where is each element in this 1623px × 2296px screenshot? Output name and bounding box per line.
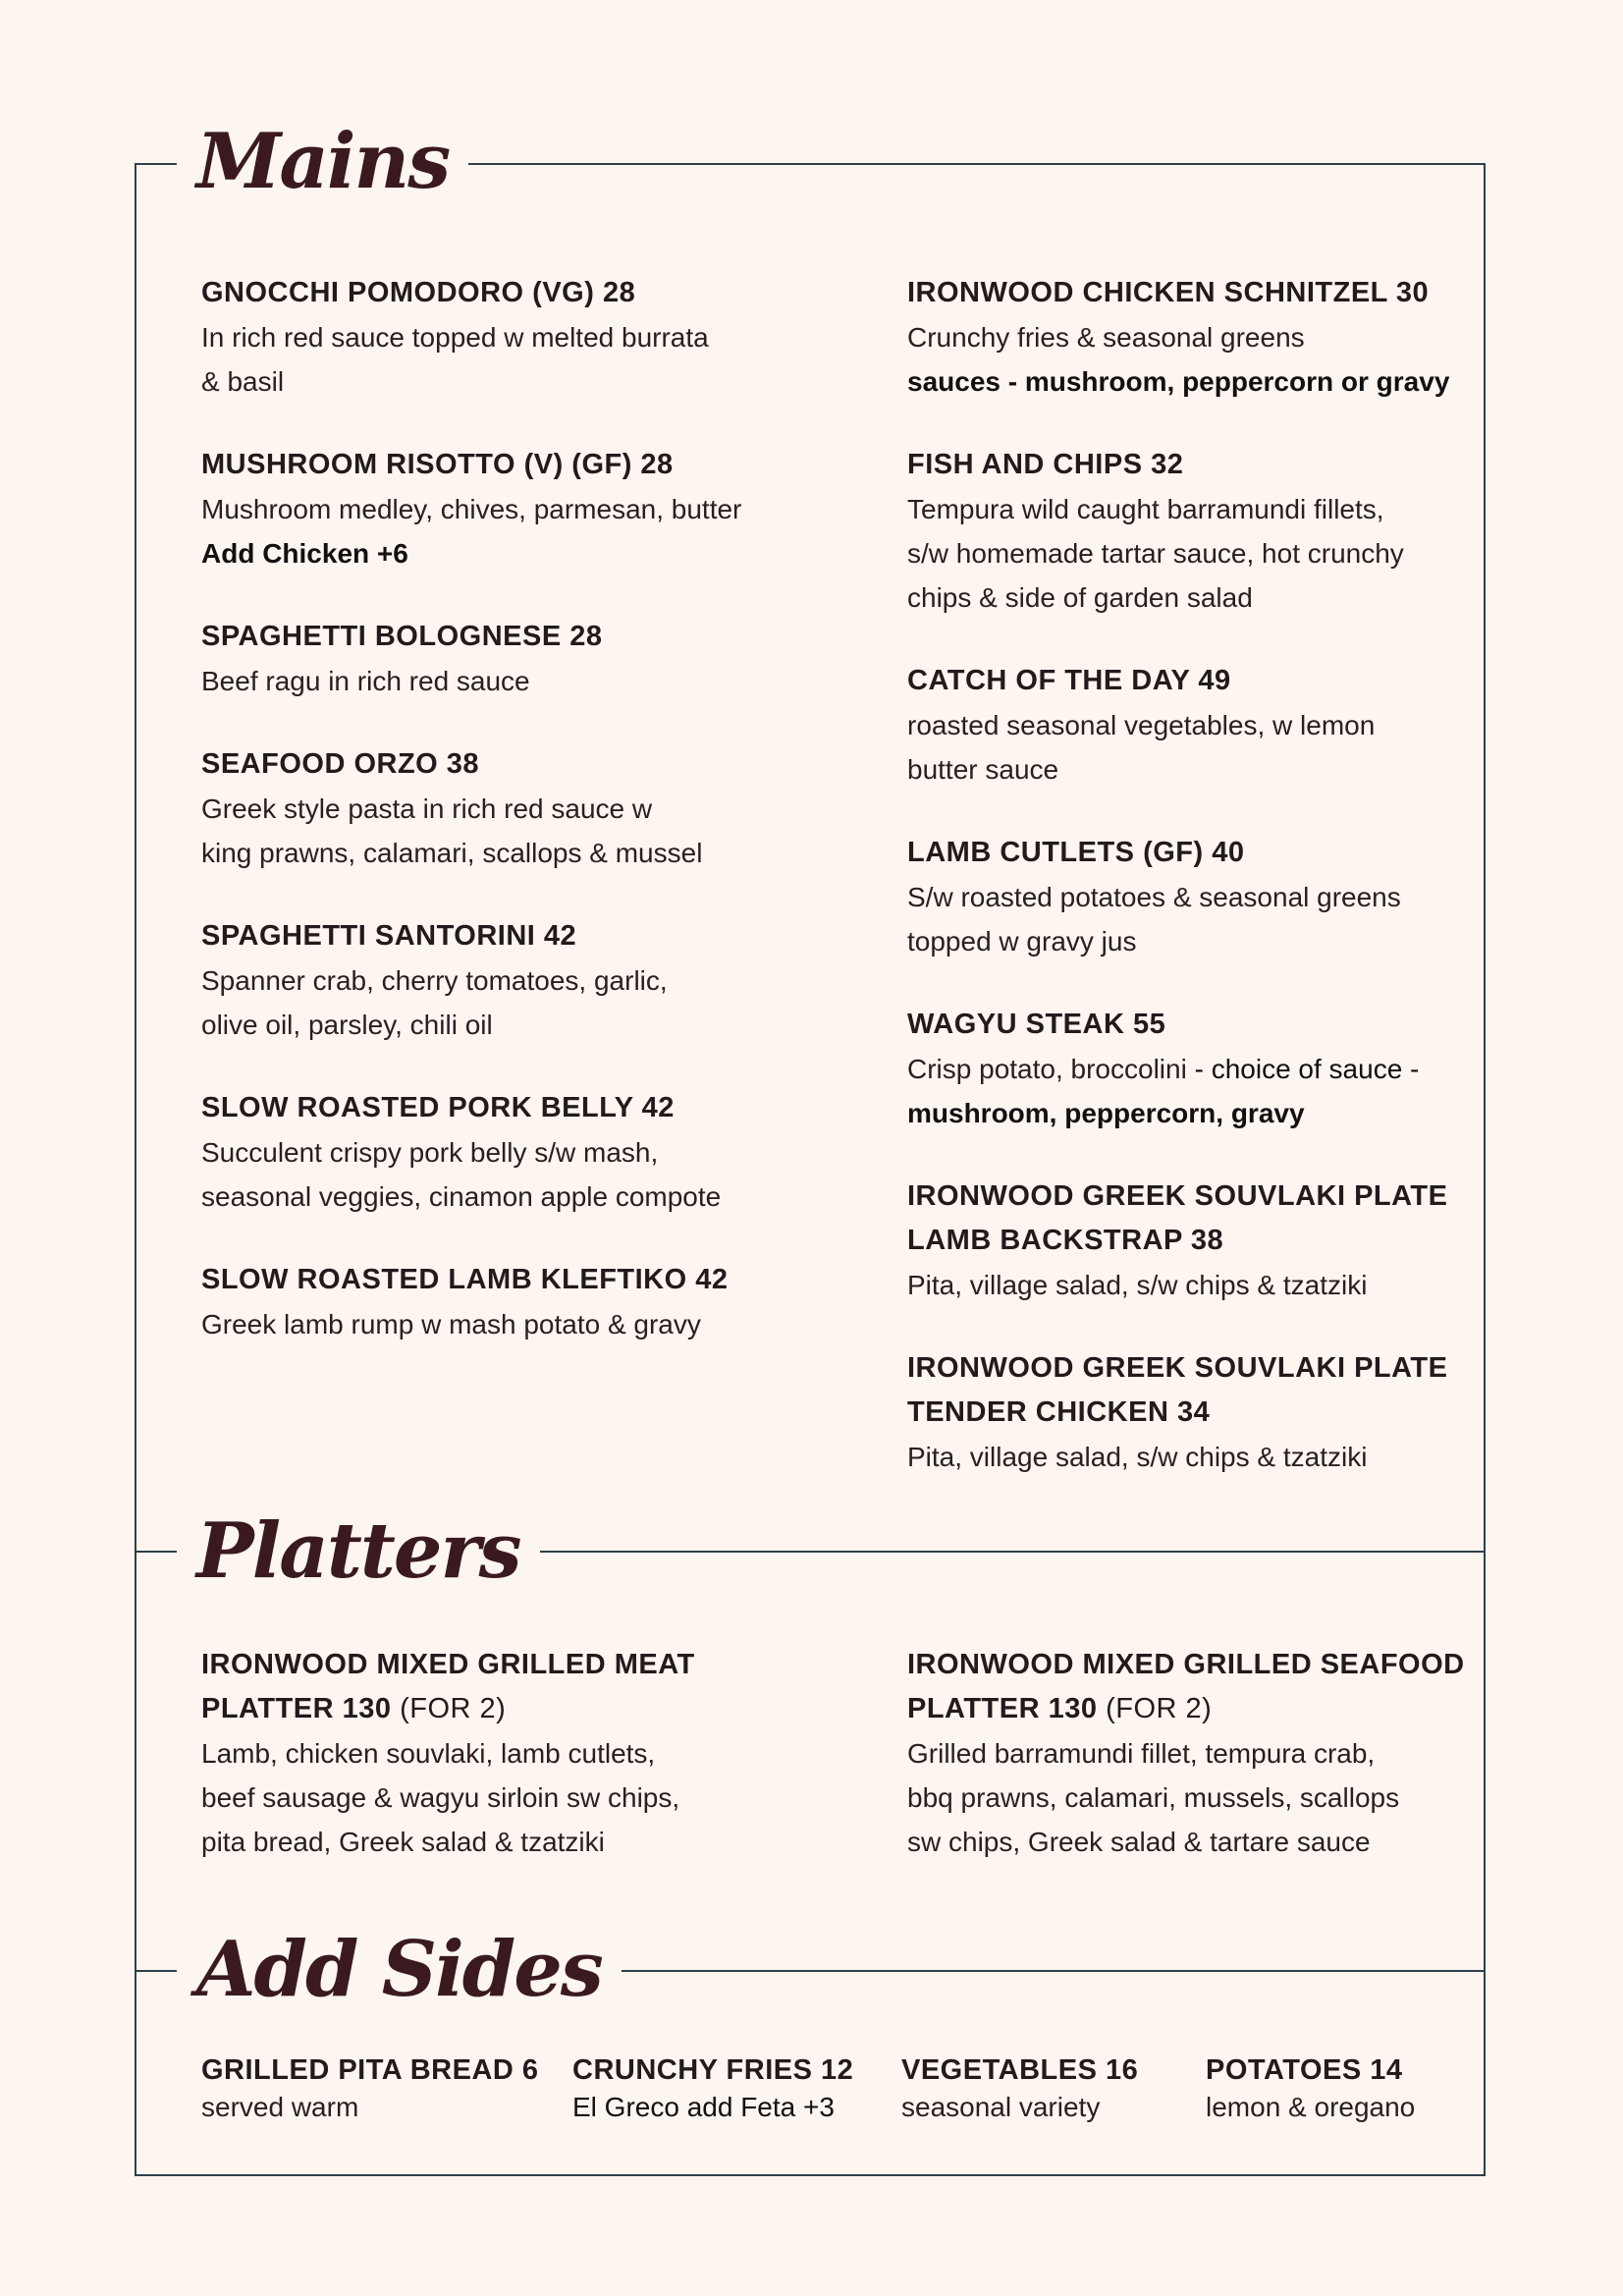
item-title-line2: LAMB BACKSTRAP 38 xyxy=(907,1225,1224,1256)
item-title-line2: PLATTER 130 (FOR 2) xyxy=(907,1693,1213,1724)
item-note: mushroom, peppercorn, gravy xyxy=(907,1098,1305,1128)
item-desc: In rich red sauce topped w melted burrata xyxy=(201,322,709,353)
menu-item-lamb-cutlets xyxy=(907,831,1457,963)
item-desc: beef sausage & wagyu sirloin sw chips, xyxy=(201,1782,680,1813)
item-title: FISH AND CHIPS 32 xyxy=(907,449,1184,480)
menu-item-gnocchi xyxy=(201,271,751,404)
item-desc: Pita, village salad, s/w chips & tzatziki xyxy=(907,1270,1368,1300)
platter-meat xyxy=(201,1643,751,1864)
side-potatoes xyxy=(1206,2051,1415,2126)
side-fries xyxy=(572,2051,853,2126)
menu-item-pork-belly xyxy=(201,1086,751,1219)
item-desc: S/w roasted potatoes & seasonal greens xyxy=(907,882,1401,912)
menu-item-schnitzel xyxy=(907,271,1457,404)
item-desc: & basil xyxy=(201,366,285,397)
item-desc: Beef ragu in rich red sauce xyxy=(201,666,530,696)
item-note: sauces - mushroom, peppercorn or gravy xyxy=(907,366,1450,397)
menu-item-souvlaki-lamb xyxy=(907,1175,1457,1307)
item-desc: Lamb, chicken souvlaki, lamb cutlets, xyxy=(201,1738,656,1769)
item-title: MUSHROOM RISOTTO (V) (GF) 28 xyxy=(201,449,674,480)
item-title: IRONWOOD GREEK SOUVLAKI PLATE xyxy=(907,1180,1448,1212)
side-desc: lemon & oregano xyxy=(1206,2092,1416,2122)
side-title: VEGETABLES 16 xyxy=(901,2054,1139,2086)
item-title: IRONWOOD CHICKEN SCHNITZEL 30 xyxy=(907,277,1430,308)
side-vegetables xyxy=(901,2051,1138,2126)
item-title: SEAFOOD ORZO 38 xyxy=(201,748,480,780)
item-desc: butter sauce xyxy=(907,754,1059,785)
item-desc: Crunchy fries & seasonal greens xyxy=(907,322,1305,353)
item-inline-note: - choice of sauce - xyxy=(1194,1054,1420,1084)
item-title: IRONWOOD MIXED GRILLED MEAT xyxy=(201,1649,695,1680)
side-pita xyxy=(201,2051,539,2126)
item-desc: Tempura wild caught barramundi fillets, xyxy=(907,494,1384,524)
item-title: GNOCCHI POMODORO (VG) 28 xyxy=(201,277,636,308)
item-desc-text: Crisp potato, broccolini xyxy=(907,1054,1187,1084)
side-note: El Greco add Feta +3 xyxy=(572,2092,835,2122)
menu-item-seafood-orzo xyxy=(201,742,751,875)
item-desc: bbq prawns, calamari, mussels, scallops xyxy=(907,1782,1400,1813)
item-desc: chips & side of garden salad xyxy=(907,582,1253,613)
item-title: SPAGHETTI BOLOGNESE 28 xyxy=(201,621,603,652)
item-desc: s/w homemade tartar sauce, hot crunchy xyxy=(907,538,1404,569)
item-desc: olive oil, parsley, chili oil xyxy=(201,1010,493,1040)
side-desc: served warm xyxy=(201,2092,359,2122)
menu-item-fish-chips xyxy=(907,443,1457,620)
item-desc: Mushroom medley, chives, parmesan, butter xyxy=(201,494,742,524)
item-title: CATCH OF THE DAY 49 xyxy=(907,665,1231,696)
item-desc: Pita, village salad, s/w chips & tzatziki xyxy=(907,1442,1368,1472)
item-desc: topped w gravy jus xyxy=(907,926,1137,957)
side-title: CRUNCHY FRIES 12 xyxy=(572,2054,854,2086)
item-title: SPAGHETTI SANTORINI 42 xyxy=(201,920,577,952)
item-title-line2: TENDER CHICKEN 34 xyxy=(907,1396,1211,1428)
side-desc: seasonal variety xyxy=(901,2092,1101,2122)
menu-item-kleftiko xyxy=(201,1258,751,1346)
item-desc: king prawns, calamari, scallops & mussel xyxy=(201,838,703,868)
item-title: SLOW ROASTED PORK BELLY 42 xyxy=(201,1092,675,1123)
menu-item-santorini xyxy=(201,914,751,1047)
platters-heading: Platters xyxy=(177,1503,540,1601)
item-desc: Succulent crispy pork belly s/w mash, xyxy=(201,1137,659,1168)
mains-heading: Mains xyxy=(177,113,468,211)
item-desc: sw chips, Greek salad & tartare sauce xyxy=(907,1827,1371,1857)
item-desc: Greek lamb rump w mash potato & gravy xyxy=(201,1309,701,1339)
item-desc: seasonal veggies, cinamon apple compote xyxy=(201,1181,722,1212)
item-note: Add Chicken +6 xyxy=(201,538,408,569)
item-desc xyxy=(907,1047,1457,1091)
menu-item-wagyu xyxy=(907,1003,1457,1135)
item-desc: Grilled barramundi fillet, tempura crab, xyxy=(907,1738,1376,1769)
menu-item-catch-of-day xyxy=(907,659,1457,792)
item-desc: Spanner crab, cherry tomatoes, garlic, xyxy=(201,965,668,996)
item-title: IRONWOOD GREEK SOUVLAKI PLATE xyxy=(907,1352,1448,1384)
item-title: LAMB CUTLETS (GF) 40 xyxy=(907,837,1245,868)
item-title: SLOW ROASTED LAMB KLEFTIKO 42 xyxy=(201,1264,729,1295)
item-desc: roasted seasonal vegetables, w lemon xyxy=(907,710,1376,740)
menu-item-souvlaki-chicken xyxy=(907,1346,1457,1479)
item-desc: Greek style pasta in rich red sauce w xyxy=(201,793,653,824)
item-title: WAGYU STEAK 55 xyxy=(907,1009,1166,1040)
menu-item-bolognese xyxy=(201,615,751,703)
side-title: GRILLED PITA BREAD 6 xyxy=(201,2054,539,2086)
item-title: IRONWOOD MIXED GRILLED SEAFOOD xyxy=(907,1649,1465,1680)
menu-item-risotto xyxy=(201,443,751,575)
item-title-line2: PLATTER 130 (FOR 2) xyxy=(201,1693,507,1724)
sides-heading: Add Sides xyxy=(177,1921,622,2019)
item-desc: pita bread, Greek salad & tzatziki xyxy=(201,1827,605,1857)
platter-seafood xyxy=(907,1643,1465,1864)
side-title: POTATOES 14 xyxy=(1206,2054,1403,2086)
